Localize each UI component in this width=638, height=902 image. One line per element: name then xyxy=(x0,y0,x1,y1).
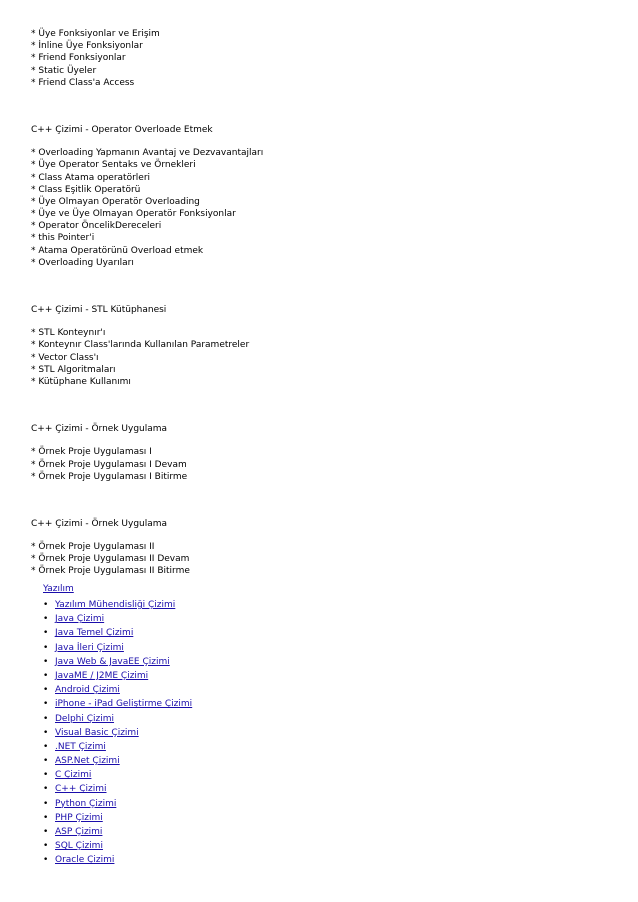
list-item xyxy=(43,839,192,853)
list-item xyxy=(43,655,192,669)
section-title: C++ Çizimi - Operator Overloade Etmek xyxy=(31,124,213,135)
list-item: * this Pointer'i xyxy=(31,233,95,244)
list-item: * Örnek Proje Uygulaması II xyxy=(31,542,155,553)
bullet-icon: • xyxy=(43,756,49,767)
list-item xyxy=(43,811,192,825)
list-item xyxy=(43,669,192,683)
bullet-icon: • xyxy=(43,784,49,795)
bullet-icon: • xyxy=(43,614,49,625)
list-item xyxy=(43,768,192,782)
link-yazilim-muhendisligi[interactable]: Yazılım Mühendisliği Çizimi xyxy=(55,600,176,610)
link-sql[interactable]: SQL Çizimi xyxy=(55,841,103,852)
link-java-ileri[interactable]: Java İleri Çizimi xyxy=(55,642,124,653)
bullet-icon: • xyxy=(43,727,49,738)
link-dotnet[interactable]: .NET Çizimi xyxy=(55,741,106,752)
list-item: * Overloading Yapmanın Avantaj ve Dezvavantajları xyxy=(31,148,264,159)
list-item xyxy=(43,754,192,768)
list-item xyxy=(43,697,192,711)
list-item: * Friend Class'a Access xyxy=(31,77,135,88)
category-link-yazilim[interactable]: Yazılım xyxy=(43,584,74,594)
link-asp[interactable]: ASP Çizimi xyxy=(55,827,103,837)
bullet-icon: • xyxy=(43,642,49,653)
link-aspnet[interactable]: ASP.Net Çizimi xyxy=(55,756,120,767)
list-item: * Class Atama operatörleri xyxy=(31,172,151,183)
list-item: * STL Konteynır'ı xyxy=(31,328,106,339)
list-item: * Konteynır Class'larında Kullanılan Parametreler xyxy=(31,340,250,351)
section-title: C++ Çizimi - STL Kütüphanesi xyxy=(31,305,167,315)
link-java-web[interactable]: Java Web & JavaEE Çizimi xyxy=(55,656,170,667)
bullet-icon: • xyxy=(43,699,49,710)
list-item: * Kütüphane Kullanımı xyxy=(31,376,131,387)
list-item xyxy=(43,782,192,796)
link-oracle[interactable]: Oracle Çizimi xyxy=(55,855,115,866)
bullet-icon: • xyxy=(43,600,49,610)
list-item: * Vector Class'ı xyxy=(31,352,99,363)
list-item xyxy=(43,825,192,839)
link-python[interactable]: Python Çizimi xyxy=(55,798,117,809)
link-items xyxy=(43,598,192,868)
list-item: * İnline Üye Fonksiyonlar xyxy=(31,41,143,52)
list-item: * Atama Operatörünü Overload etmek xyxy=(31,245,204,256)
list-item: * STL Algoritmaları xyxy=(31,364,116,375)
list-item: * Class Eşitlik Operatörü xyxy=(31,184,141,195)
list-item: * Örnek Proje Uygulaması I Bitirme xyxy=(31,471,188,482)
list-item: * Static Üyeler xyxy=(31,65,97,76)
list-item xyxy=(43,712,192,726)
link-list xyxy=(43,583,192,868)
bullet-icon: • xyxy=(43,812,49,823)
section-title: C++ Çizimi - Örnek Uygulama xyxy=(31,424,168,435)
list-item: * Üye ve Üye Olmayan Operatör Fonksiyonlar xyxy=(31,209,236,220)
list-item xyxy=(43,726,192,740)
section-stl xyxy=(31,304,611,388)
intro-list xyxy=(31,28,611,89)
bullet-icon: • xyxy=(43,855,49,866)
list-item: * Örnek Proje Uygulaması II Bitirme xyxy=(31,566,190,577)
section-example-2 xyxy=(31,518,611,578)
section-title: C++ Çizimi - Örnek Uygulama xyxy=(31,518,168,529)
link-iphone-ipad[interactable]: iPhone - iPad Geliştirme Çizimi xyxy=(55,699,193,710)
bullet-icon: • xyxy=(43,670,49,681)
bullet-icon: • xyxy=(43,685,49,696)
bullet-icon: • xyxy=(43,798,49,809)
link-javame[interactable]: JavaME / J2ME Çizimi xyxy=(55,670,149,681)
list-item xyxy=(43,626,192,640)
bullet-icon: • xyxy=(43,770,49,781)
list-item xyxy=(43,797,192,811)
link-php[interactable]: PHP Çizimi xyxy=(55,812,103,823)
bullet-icon: • xyxy=(43,656,49,667)
list-item: * Örnek Proje Uygulaması I Devam xyxy=(31,459,187,470)
bullet-icon: • xyxy=(43,841,49,852)
section-operator-overload xyxy=(31,124,611,269)
bullet-icon: • xyxy=(43,827,49,837)
link-c[interactable]: C Çizimi xyxy=(55,770,92,781)
list-item xyxy=(43,612,192,626)
list-item: * Üye Fonksiyonlar ve Erişim xyxy=(31,29,160,39)
link-android[interactable]: Android Çizimi xyxy=(55,685,120,696)
list-item xyxy=(43,598,192,612)
bullet-icon: • xyxy=(43,741,49,752)
list-item: * Örnek Proje Uygulaması II Devam xyxy=(31,554,190,565)
list-item: * Operator ÖncelikDereceleri xyxy=(31,221,162,232)
bullet-icon: • xyxy=(43,628,49,639)
list-item: * Overloading Uyarıları xyxy=(31,257,134,268)
link-java[interactable]: Java Çizimi xyxy=(55,614,105,625)
list-item xyxy=(43,641,192,655)
link-delphi[interactable]: Delphi Çizimi xyxy=(55,713,115,724)
document-body xyxy=(31,28,611,578)
list-item: * Üye Olmayan Operatör Overloading xyxy=(31,196,200,207)
list-item: * Friend Fonksiyonlar xyxy=(31,53,126,64)
list-item xyxy=(43,740,192,754)
list-item xyxy=(43,683,192,697)
section-example-1 xyxy=(31,423,611,483)
list-item: * Örnek Proje Uygulaması I xyxy=(31,447,152,458)
bullet-icon: • xyxy=(43,713,49,724)
list-item: * Üye Operator Sentaks ve Örnekleri xyxy=(31,160,196,171)
link-cpp[interactable]: C++ Çizimi xyxy=(55,784,107,795)
list-item xyxy=(43,853,192,867)
link-visual-basic[interactable]: Visual Basic Çizimi xyxy=(55,727,139,738)
link-java-temel[interactable]: Java Temel Çizimi xyxy=(55,628,134,639)
